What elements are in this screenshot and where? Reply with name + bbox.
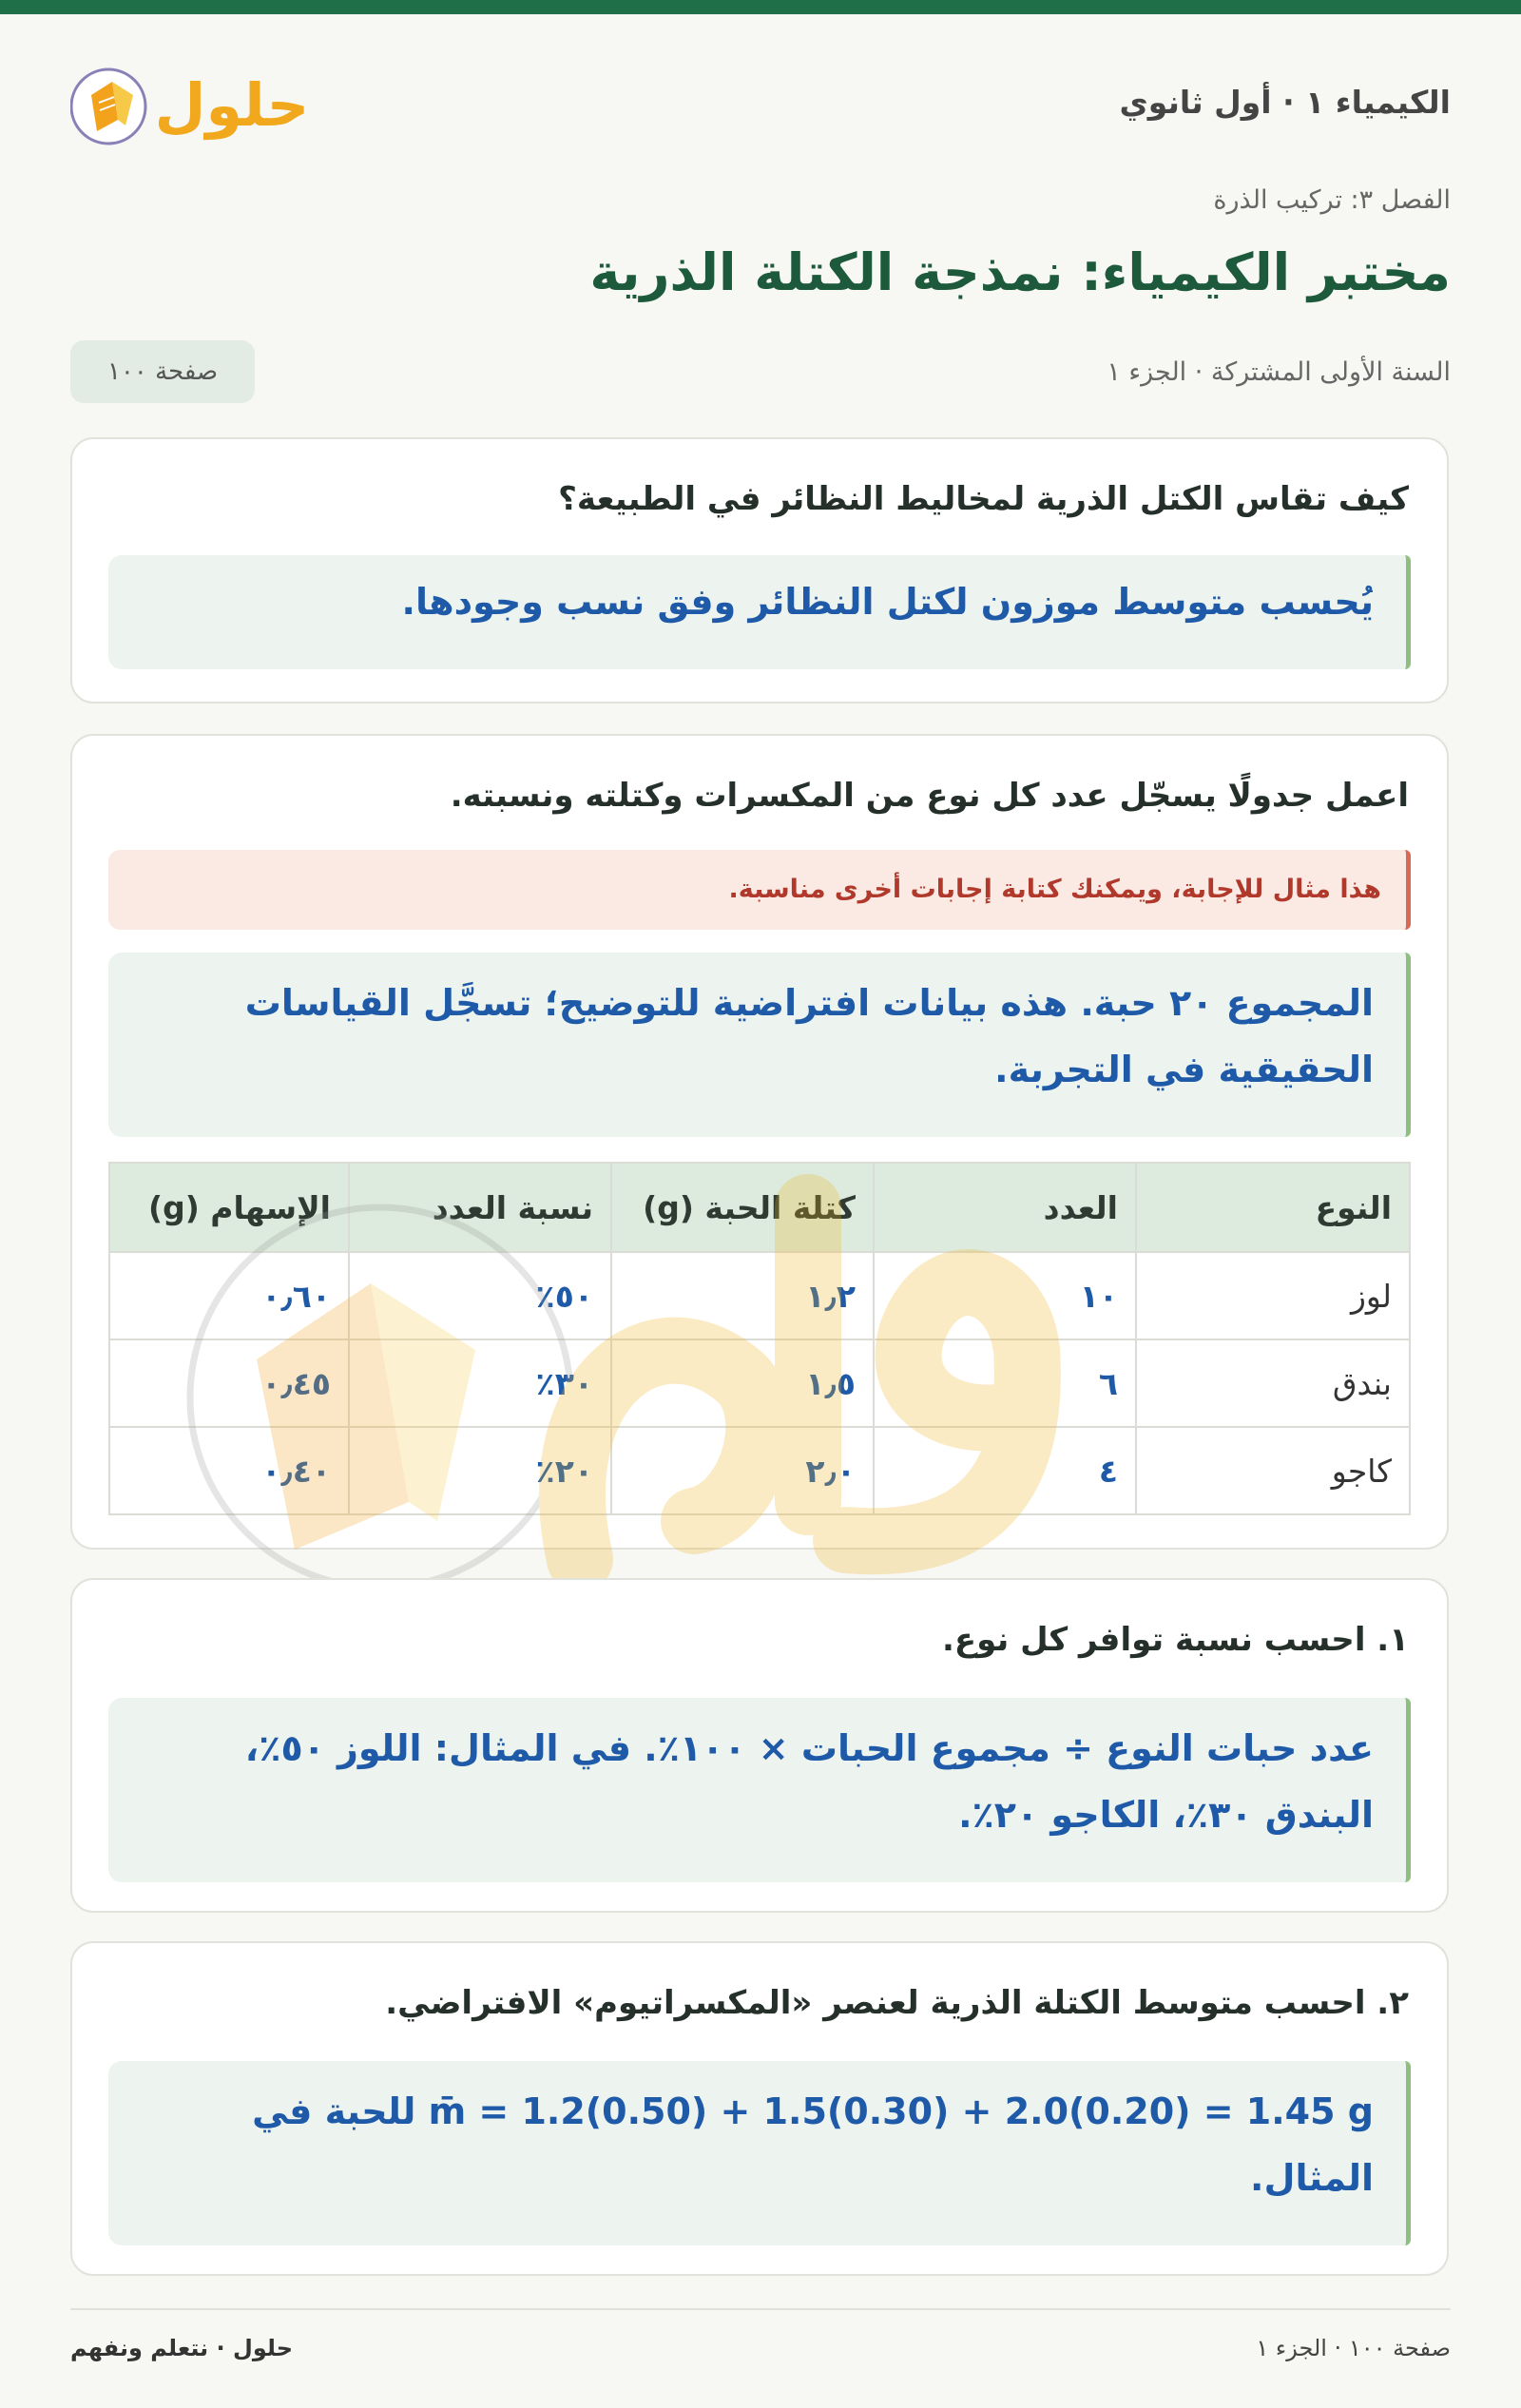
footer-brand: حلول · نتعلم ونفهم: [70, 2335, 293, 2361]
column-header-count: العدد: [874, 1163, 1136, 1252]
subject-label: الكيمياء ١ · أول ثانوي: [1119, 84, 1451, 121]
question-text: ٢. احسب متوسط الكتلة الذرية لعنصر «المكسراتيوم» الافتراضي.: [385, 1984, 1409, 2022]
question-text: اعمل جدولًا يسجّل عدد كل نوع من المكسرات وكتلته ونسبته.: [450, 777, 1409, 815]
table-row: [109, 1339, 1410, 1427]
column-header-ratio: نسبة العدد: [349, 1163, 611, 1252]
top-accent-bar: [0, 0, 1521, 14]
cell-ratio: ٣٠٪: [349, 1339, 611, 1427]
page-number-badge: صفحة ١٠٠: [70, 340, 255, 403]
column-header-contribution: الإسهام (g): [109, 1163, 349, 1252]
book-meta: السنة الأولى المشتركة · الجزء ١: [1107, 357, 1451, 387]
footer-divider: [70, 2308, 1451, 2310]
hulul-logo[interactable]: [70, 57, 327, 152]
answer-box: المجموع ٢٠ حبة. هذه بيانات افتراضية للتوضيح؛ تسجَّل القياسات الحقيقية في التجربة.: [108, 953, 1411, 1137]
table-row: [109, 1427, 1410, 1514]
question-text: ١. احسب نسبة توافر كل نوع.: [942, 1621, 1409, 1659]
question-card-4: [70, 1941, 1449, 2276]
cell-type: بندق: [1136, 1339, 1410, 1427]
question-card-3: [70, 1578, 1449, 1913]
nuts-data-table: [108, 1162, 1411, 1515]
answer-box: يُحسب متوسط موزون لكتل النظائر وفق نسب وجودها.: [108, 555, 1411, 669]
page-header: [70, 57, 1451, 152]
answer-box: m̄ = 1.2(0.50) + 1.5(0.30) + 2.0(0.20) = 1.45 g للحبة في المثال.: [108, 2061, 1411, 2245]
question-card-2: [70, 734, 1449, 1550]
cell-count: ١٠: [874, 1252, 1136, 1339]
cell-contribution: ٠٫٤٠: [109, 1427, 349, 1514]
cell-mass: ١٫٥: [611, 1339, 874, 1427]
column-header-type: النوع: [1136, 1163, 1410, 1252]
column-header-mass: كتلة الحبة (g): [611, 1163, 874, 1252]
cell-ratio: ٥٠٪: [349, 1252, 611, 1339]
cell-contribution: ٠٫٤٥: [109, 1339, 349, 1427]
cell-count: ٤: [874, 1427, 1136, 1514]
table-header-row: [109, 1163, 1410, 1252]
svg-text:حلول: حلول: [154, 70, 310, 140]
footer-page-info: صفحة ١٠٠ · الجزء ١: [1256, 2335, 1451, 2361]
cell-contribution: ٠٫٦٠: [109, 1252, 349, 1339]
chapter-label: الفصل ٣: تركيب الذرة: [1213, 185, 1451, 215]
question-text: كيف تقاس الكتل الذرية لمخاليط النظائر في الطبيعة؟: [558, 480, 1409, 518]
logo-icon: [70, 57, 327, 152]
cell-type: كاجو: [1136, 1427, 1410, 1514]
answer-box: عدد حبات النوع ÷ مجموع الحبات × ١٠٠٪. في المثال: اللوز ٥٠٪، البندق ٣٠٪، الكاجو ٢٠٪.: [108, 1698, 1411, 1882]
cell-ratio: ٢٠٪: [349, 1427, 611, 1514]
cell-mass: ٢٫٠: [611, 1427, 874, 1514]
example-note: هذا مثال للإجابة، ويمكنك كتابة إجابات أخرى مناسبة.: [108, 850, 1411, 930]
question-card-1: [70, 437, 1449, 703]
cell-count: ٦: [874, 1339, 1136, 1427]
cell-mass: ١٫٢: [611, 1252, 874, 1339]
table-row: [109, 1252, 1410, 1339]
cell-type: لوز: [1136, 1252, 1410, 1339]
page-title: مختبر الكيمياء: نمذجة الكتلة الذرية: [589, 242, 1451, 302]
